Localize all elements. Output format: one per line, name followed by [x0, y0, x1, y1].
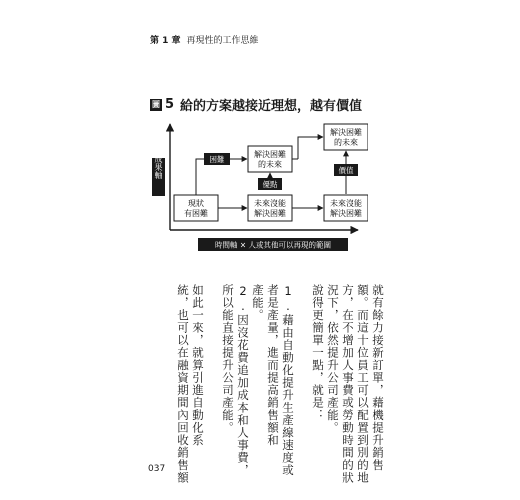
text-column: 況下，依然提升公司產能。 — [326, 284, 340, 434]
text-column: 說得更簡單一點，就是： — [311, 284, 325, 422]
box-current-line1: 現狀 — [188, 199, 204, 208]
text-column: 1.藉由自動化提升生產線速度或 — [281, 284, 295, 477]
figure-title — [150, 95, 362, 114]
box-right-future-line2: 的未來 — [334, 138, 358, 147]
tag-value: 價值 — [338, 166, 354, 175]
box-current-line2: 有困難 — [184, 209, 208, 218]
text-column: 者是產量，進而提高銷售額和 — [266, 284, 280, 447]
figure-label-box: 圖 — [152, 99, 160, 109]
text-column: 統，也可以在融資期間內回收銷售額 — [176, 284, 190, 484]
page-number: 037 — [148, 464, 166, 474]
y-axis-label: 成果軸 — [154, 155, 163, 179]
figure-title-text: 給的方案越接近理想，越有價值 — [180, 99, 363, 114]
arrow-future-to-right-future — [298, 137, 323, 159]
box-middle-future-line1: 解決困難 — [254, 150, 286, 159]
text-column: 就有餘力接新訂單，藉機提升銷售 — [371, 284, 385, 472]
text-column: 額。而這十位員工可以配置到別的地 — [356, 284, 370, 484]
tag-difficulty: 困難 — [209, 155, 225, 164]
box-middle-future-line2: 的未來 — [258, 160, 282, 169]
figure-diagram — [148, 118, 368, 258]
box-right-now-line1: 未來沒能 — [330, 199, 362, 208]
figure-number: 5 — [165, 97, 175, 112]
box-right-now-line2: 解決困難 — [330, 209, 362, 218]
text-column: 方，在不增加人事費或勞動時間的狀 — [341, 284, 355, 484]
text-column: 如此一來，就算引進自動化系 — [191, 284, 205, 447]
x-axis-label: 時間軸 × 人或其他可以再現的範圍 — [214, 240, 332, 250]
text-column: 所以能直接提升公司產能。 — [221, 284, 235, 434]
tag-advantage: 優點 — [262, 180, 278, 189]
box-middle-now-line1: 未來沒能 — [254, 199, 286, 208]
text-column: 2.因沒花費追加成本和人事費， — [236, 284, 250, 477]
chapter-title: 再現性的工作思維 — [186, 36, 259, 46]
chapter-number: 第 1 章 — [150, 36, 181, 46]
box-right-future-line1: 解決困難 — [330, 128, 362, 137]
running-header — [150, 33, 259, 46]
text-column: 產能。 — [251, 284, 265, 322]
box-middle-now-line2: 解決困難 — [254, 209, 286, 218]
figure-label — [150, 97, 174, 112]
